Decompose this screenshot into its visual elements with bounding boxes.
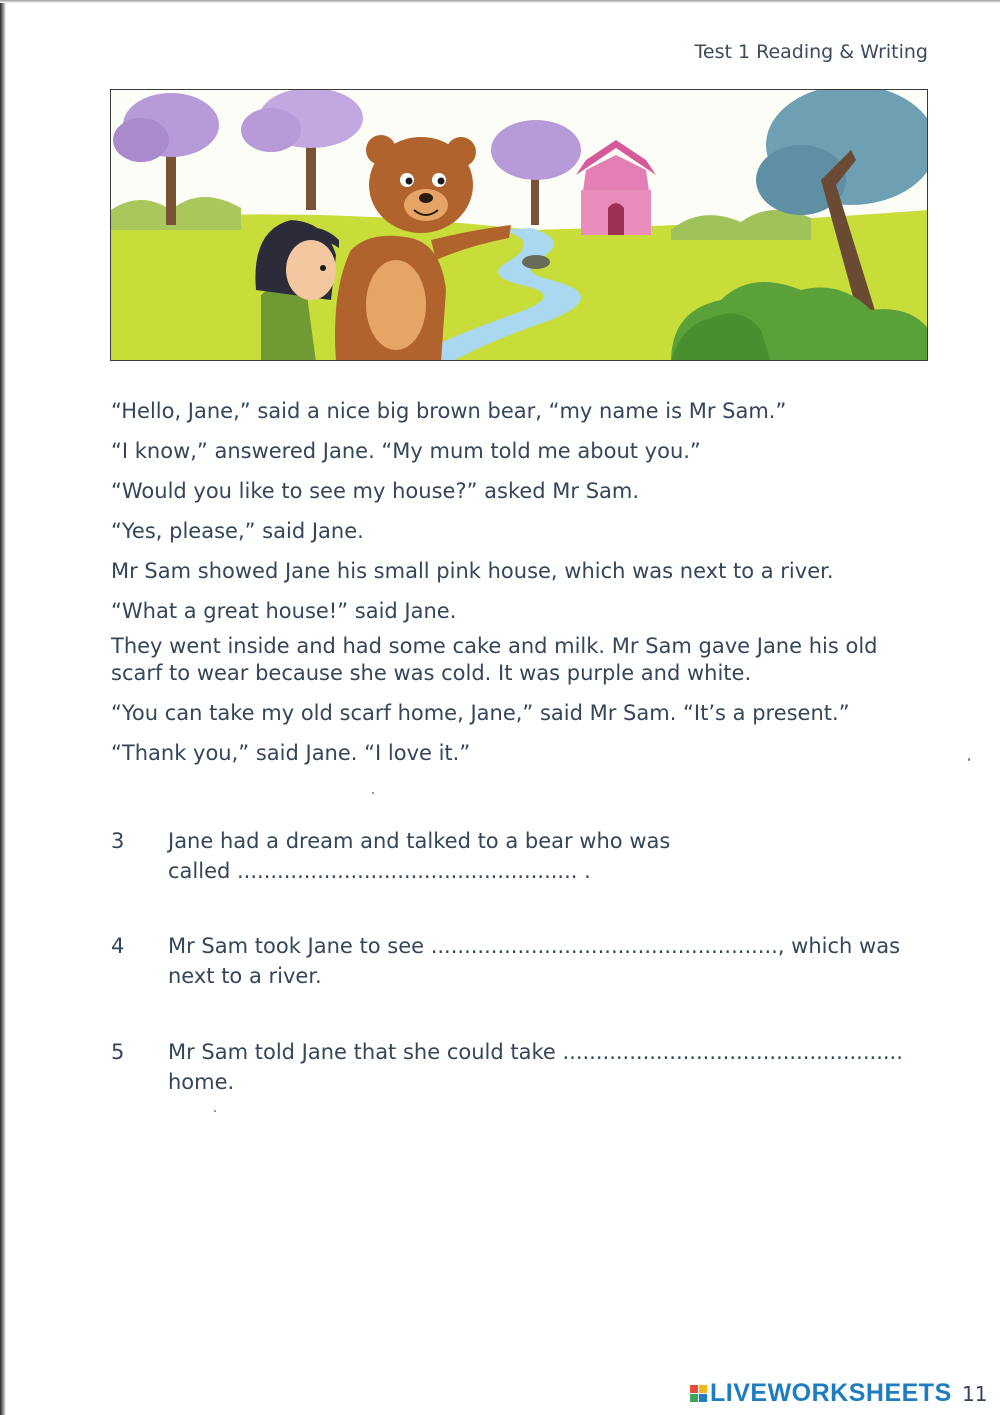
question-number: 4 — [111, 934, 125, 958]
page-edge-shadow — [0, 0, 6, 1415]
question-text: Jane had a dream and talked to a bear who was — [168, 829, 671, 853]
question-4 — [111, 931, 911, 991]
story-line: Mr Sam showed Jane his small pink house, which was next to a river. — [111, 559, 834, 583]
story-line: “Hello, Jane,” said a nice big brown bear, “my name is Mr Sam.” — [111, 399, 787, 423]
story-line: “Would you like to see my house?” asked Mr Sam. — [111, 479, 640, 503]
question-text: next to a river. — [168, 964, 322, 988]
scan-speck — [214, 1110, 216, 1112]
question-number: 3 — [111, 829, 125, 853]
story-text — [111, 398, 931, 767]
answer-blank[interactable]: Mr Sam told Jane that she could take ................................................... — [168, 1040, 903, 1064]
question-5 — [111, 1037, 911, 1097]
story-line: “Thank you,” said Jane. “I love it.” — [111, 741, 471, 765]
story-line: “I know,” answered Jane. “My mum told me about you.” — [111, 439, 701, 463]
page-number: 11 — [962, 1382, 988, 1406]
story-line: They went inside and had some cake and milk. Mr Sam gave Jane his old scarf to wear because she was cold. It was purple and white. — [111, 634, 878, 685]
scan-speck — [372, 792, 374, 794]
scan-speck — [968, 758, 970, 761]
story-line: “What a great house!” said Jane. — [111, 599, 457, 623]
page-header: Test 1 Reading & Writing — [694, 41, 928, 63]
story-illustration — [110, 89, 928, 361]
story-line: “You can take my old scarf home, Jane,” said Mr Sam. “It’s a present.” — [111, 701, 850, 725]
question-number: 5 — [111, 1040, 125, 1064]
answer-blank[interactable]: called ................................................... . — [168, 859, 591, 883]
question-3 — [111, 826, 911, 886]
story-line: “Yes, please,” said Jane. — [111, 519, 364, 543]
logo-text: LIVEWORKSHEETS — [710, 1378, 952, 1407]
question-text: home. — [168, 1070, 235, 1094]
answer-blank[interactable]: Mr Sam took Jane to see ...................................................., which was — [168, 934, 901, 958]
page-top-shadow — [0, 0, 1000, 3]
liveworksheets-logo[interactable] — [690, 1378, 952, 1408]
logo-grid-icon — [690, 1385, 707, 1402]
